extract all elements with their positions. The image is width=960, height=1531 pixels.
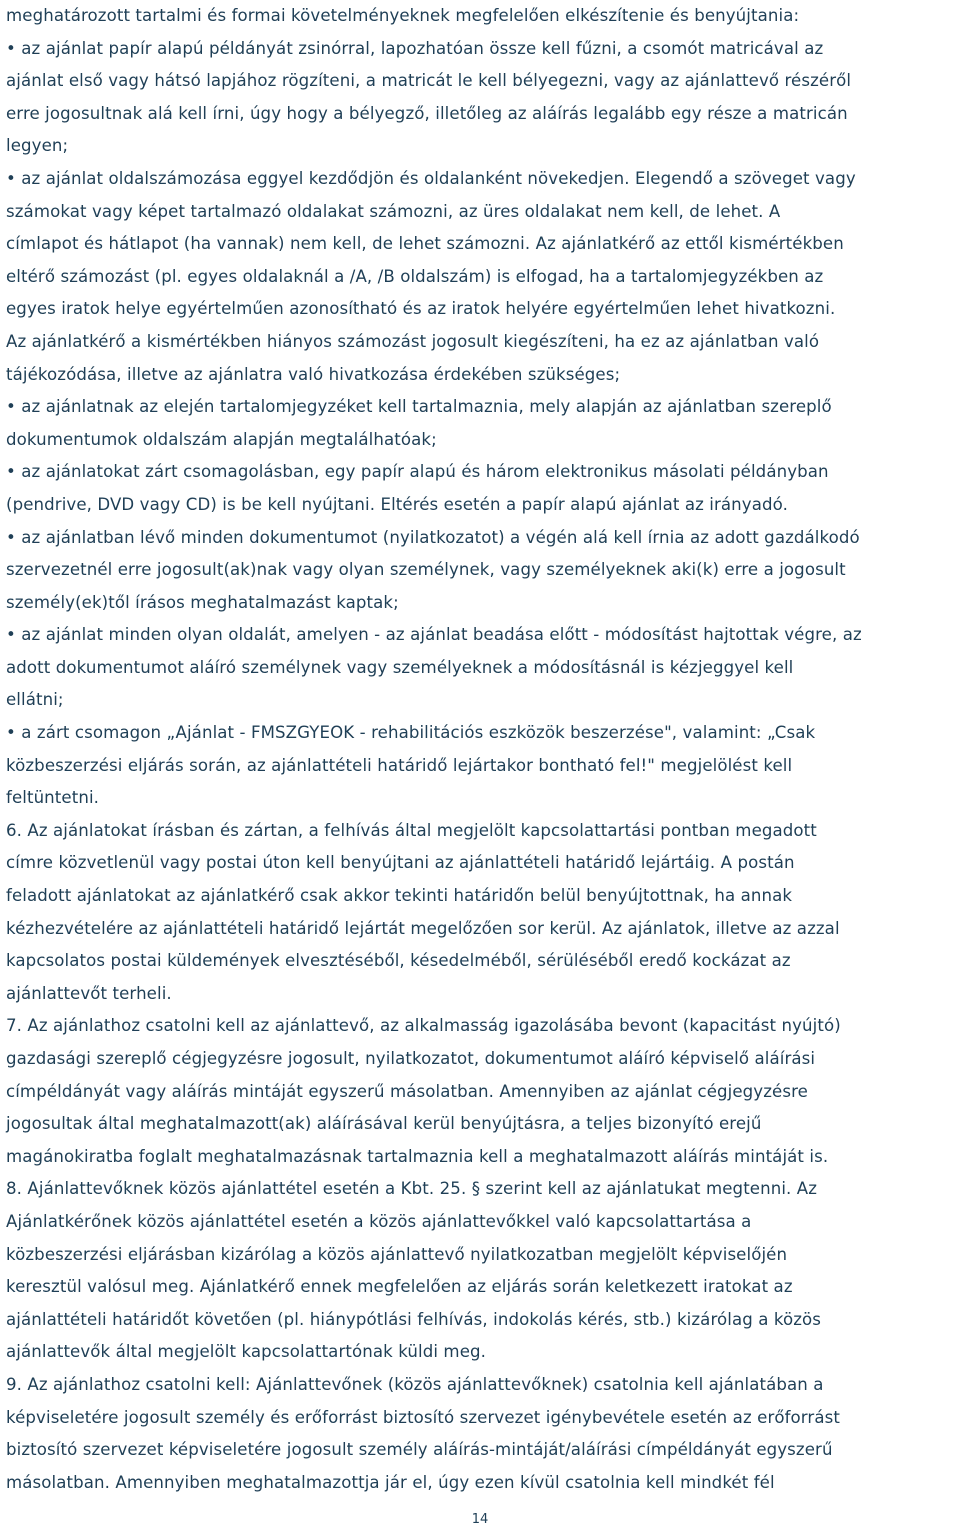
text-line: közbeszerzési eljárás során, az ajánlattételi határidő lejártakor bontható fel!" megjelölést kell (6, 755, 793, 775)
text-line: 8. Ajánlattevőknek közös ajánlattétel esetén a Kbt. 25. § szerint kell az ajánlatukat megtenni. Az (6, 1179, 818, 1199)
text-line: • az ajánlat minden olyan oldalát, amelyen - az ajánlat beadása előtt - módosítást hajtottak végre, az (6, 625, 862, 645)
document-body (6, 0, 954, 1499)
text-line: képviseletére jogosult személy és erőforrást biztosító szervezet igénybevétele esetén az erőforrást (6, 1407, 840, 1427)
text-line: • az ajánlat oldalszámozása eggyel kezdődjön és oldalanként növekedjen. Elegendő a szöveget vagy (6, 168, 856, 188)
text-line: • a zárt csomagon „Ajánlat - FMSZGYEOK - rehabilitációs eszközök beszerzése", valamint: „Csak (6, 723, 816, 743)
text-line: számokat vagy képet tartalmazó oldalakat számozni, az üres oldalakat nem kell, de lehet. A (6, 201, 781, 221)
text-line: másolatban. Amennyiben meghatalmazottja jár el, úgy ezen kívül csatolnia kell mindkét fél (6, 1472, 775, 1492)
text-line: kapcsolatos postai küldemények elvesztéséből, késedelméből, sérüléséből eredő kockázat az (6, 951, 791, 971)
text-line: (pendrive, DVD vagy CD) is be kell nyújtani. Eltérés esetén a papír alapú ajánlat az irányadó. (6, 494, 788, 514)
text-line: feladott ajánlatokat az ajánlatkérő csak akkor tekinti határidőn belül benyújtottnak, ha annak (6, 886, 793, 906)
text-line: Az ajánlatkérő a kismértékben hiányos számozást jogosult kiegészíteni, ha ez az ajánlatban való (6, 331, 820, 351)
text-line: ajánlattételi határidőt követően (pl. hiánypótlási felhívás, indokolás kérés, stb.) kizárólag a közös (6, 1309, 822, 1329)
text-line: szervezetnél erre jogosult(ak)nak vagy olyan személynek, vagy személyeknek aki(k) erre a jogosult (6, 560, 846, 580)
text-line: jogosultak által meghatalmazott(ak) aláírásával kerül benyújtásra, a teljes bizonyító erejű (6, 1114, 762, 1134)
text-line: közbeszerzési eljárásban kizárólag a közös ajánlattevő nyilatkozatban megjelölt képviselőjén (6, 1244, 788, 1264)
text-line: • az ajánlat papír alapú példányát zsinórral, lapozhatóan össze kell fűzni, a csomót matricával az (6, 38, 824, 58)
text-line: gazdasági szereplő cégjegyzésre jogosult, nyilatkozatot, dokumentumot aláíró képviselő aláírási (6, 1049, 816, 1068)
text-line: meghatározott tartalmi és formai követelményeknek megfelelően elkészítenie és benyújtania: (6, 6, 800, 25)
text-line: ajánlattevőt terheli. (6, 983, 172, 1003)
text-line: kézhezvételére az ajánlattételi határidő lejártát megelőzően sor kerül. Az ajánlatok, illetve az azzal (6, 918, 840, 938)
text-line: ajánlattevők által megjelölt kapcsolattartónak küldi meg. (6, 1342, 487, 1362)
text-line: keresztül valósul meg. Ajánlatkérő ennek megfelelően az eljárás során keletkezett iratokat az (6, 1277, 793, 1297)
text-line: tájékozódása, illetve az ajánlatra való hivatkozása érdekében szükséges; (6, 364, 621, 384)
text-line: címpéldányát vagy aláírás mintáját egyszerű másolatban. Amennyiben az ajánlat cégjegyzésre (6, 1081, 808, 1101)
text-line: 7. Az ajánlathoz csatolni kell az ajánlattevő, az alkalmasság igazolásába bevont (kapacitást nyújtó) (6, 1016, 841, 1036)
text-line: ajánlat első vagy hátsó lapjához rögzíteni, a matricát le kell bélyegezni, vagy az ajánlattevő részéről (6, 71, 852, 91)
text-line: legyen; (6, 136, 69, 156)
text-line: dokumentumok oldalszám alapján megtalálhatóak; (6, 429, 437, 449)
text-line: feltüntetni. (6, 788, 100, 808)
text-line: adott dokumentumot aláíró személynek vagy személyeknek a módosításnál is kézjeggyel kell (6, 657, 794, 677)
text-line: biztosító szervezet képviseletére jogosult személy aláírás-mintáját/aláírási címpéldányát egyszerű (6, 1440, 833, 1460)
text-line: • az ajánlatnak az elején tartalomjegyzéket kell tartalmaznia, mely alapján az ajánlatban szereplő (6, 397, 832, 417)
text-line: 6. Az ajánlatokat írásban és zártan, a felhívás által megjelölt kapcsolattartási pontban megadott (6, 820, 817, 840)
text-line: címlapot és hátlapot (ha vannak) nem kell, de lehet számozni. Az ajánlatkérő az ettől kismértékben (6, 234, 844, 254)
text-line: eltérő számozást (pl. egyes oldalaknál a /A, /B oldalszám) is elfogad, ha a tartalomjegyzékben az (6, 266, 824, 286)
text-line: személy(ek)től írásos meghatalmazást kaptak; (6, 592, 399, 612)
text-line: 9. Az ajánlathoz csatolni kell: Ajánlattevőnek (közös ajánlattevőknek) csatolnia kell ajánlatában a (6, 1374, 824, 1394)
text-line: címre közvetlenül vagy postai úton kell benyújtani az ajánlattételi határidő lejártáig. A postán (6, 853, 795, 873)
text-line: egyes iratok helye egyértelműen azonosítható és az iratok helyére egyértelműen lehet hivatkozni. (6, 299, 836, 319)
text-line: magánokiratba foglalt meghatalmazásnak tartalmaznia kell a meghatalmazott aláírás mintáját is. (6, 1146, 829, 1166)
text-line: • az ajánlatokat zárt csomagolásban, egy papír alapú és három elektronikus másolati példányban (6, 462, 829, 482)
text-line: erre jogosultnak alá kell írni, úgy hogy a bélyegző, illetőleg az aláírás legalább egy része a matricán (6, 103, 848, 123)
text-line: Ajánlatkérőnek közös ajánlattétel esetén a közös ajánlattevőkkel való kapcsolattartása a (6, 1211, 752, 1231)
text-line: • az ajánlatban lévő minden dokumentumot (nyilatkozatot) a végén alá kell írnia az adott gazdálkodó (6, 527, 860, 547)
page-number: 14 (471, 1512, 489, 1527)
text-line: ellátni; (6, 690, 64, 710)
